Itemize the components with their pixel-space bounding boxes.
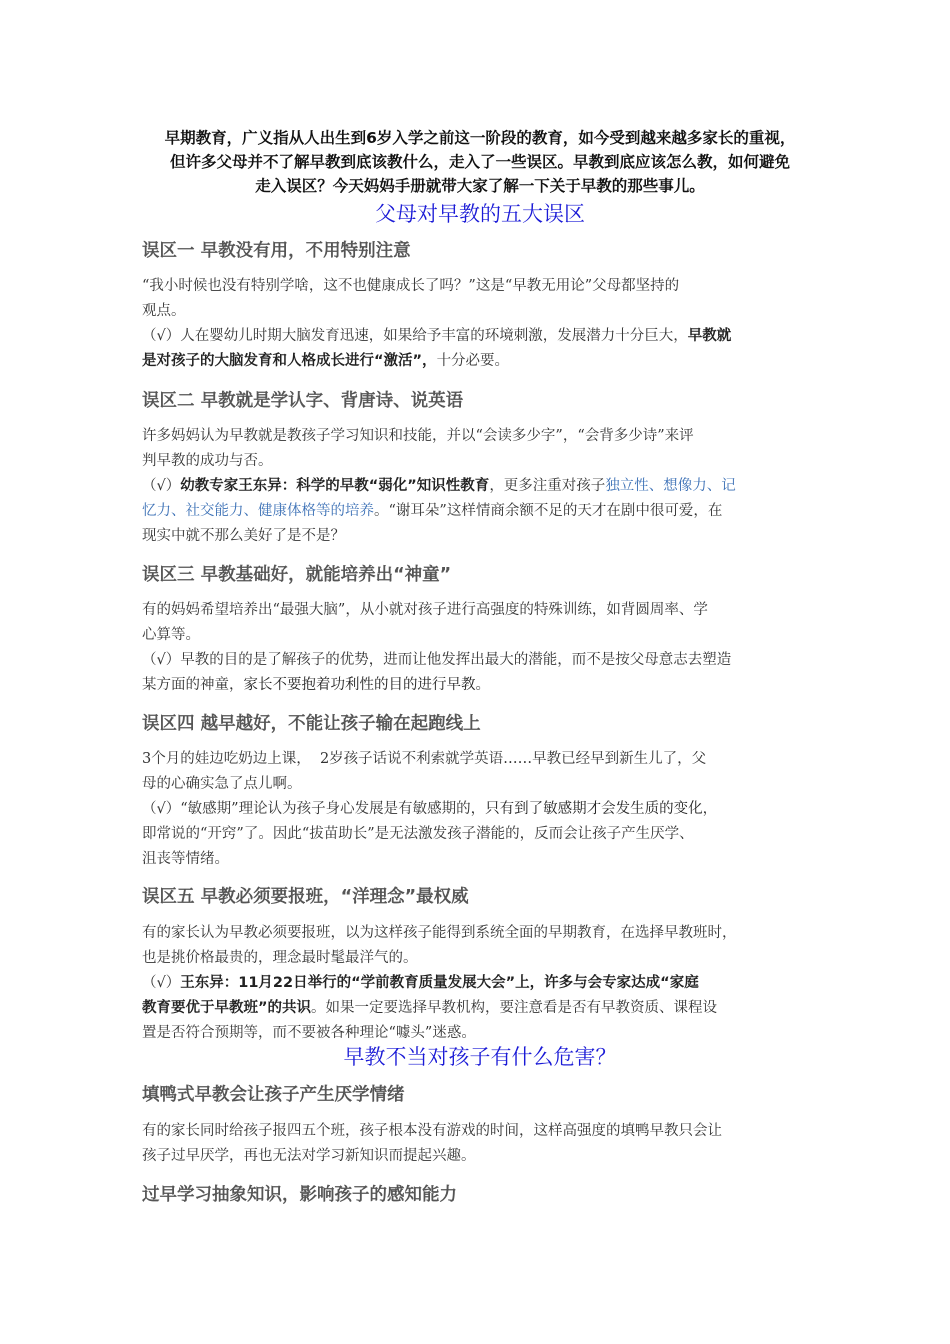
text-run: ，更多注重对孩子 (489, 478, 606, 494)
text-run: （√）“敏感期”理论认为孩子身心发展是有敏感期的， (142, 801, 486, 817)
text-line (142, 349, 812, 374)
myth-4-body (142, 747, 812, 872)
text-line (142, 971, 812, 996)
myth-3-heading: 误区三 早教基础好，就能培养出“神童” (142, 565, 452, 585)
text-line: 沮丧等情绪。 (142, 851, 229, 867)
myth-1-body (142, 274, 812, 374)
text-line (142, 474, 812, 499)
section-title-harms: 早教不当对孩子有什么危害？ (343, 1045, 617, 1069)
myth-5-body (142, 921, 812, 1046)
intro-paragraph (140, 126, 820, 198)
harm-2-heading: 过早学习抽象知识，影响孩子的感知能力 (142, 1185, 457, 1205)
text-line: 观点。 (142, 303, 186, 319)
text-run: 。“谢耳朵”这样情商余额不足的天才在剧中很可爱，在 (374, 503, 723, 519)
emphasis-run: 家长不要抱着功利性的目的进行早教 (243, 677, 476, 693)
text-line: 孩子过早厌学，再也无法对学习新知识而提起兴趣。 (142, 1148, 476, 1164)
text-line: 置是否符合预期等，而不要被各种理论“噱头”迷惑。 (142, 1025, 476, 1041)
myth-3-body (142, 598, 812, 698)
text-run: 。如果一定要选择早教机构，要注意看是否有早教资质、课程设 (311, 1000, 718, 1016)
section-title-myths: 父母对早教的五大误区 (375, 202, 585, 226)
text-line (142, 996, 812, 1021)
text-run: （√） (142, 975, 181, 991)
text-line (142, 797, 812, 822)
text-line: 现实中就不那么美好了是不是？ (142, 528, 345, 544)
text-line: （√）早教的目的是了解孩子的优势，进而让他发挥出最大的潜能，而不是按父母意志去塑造 (142, 652, 732, 668)
highlight-run: 忆力、社交能力、健康体格等的培养 (142, 503, 374, 519)
text-line: 心算等。 (142, 627, 200, 643)
text-line: 有的妈妈希望培养出“最强大脑”，从小就对孩子进行高强度的特殊训练，如背圆周率、学 (142, 602, 708, 618)
text-line: 母的心确实急了点儿啊。 (142, 776, 302, 792)
text-run: ， (702, 801, 718, 817)
text-run: 十分必要。 (436, 353, 510, 369)
bold-run: 教育要优于早教班”的共识 (142, 1000, 312, 1016)
myth-5-heading: 误区五 早教必须要报班，“洋理念”最权威 (142, 887, 469, 907)
bold-run: 早教就 (687, 328, 732, 344)
intro-line: 早期教育，广义指从人出生到6岁入学之前这一阶段的教育，如今受到越来越多家长的重视， (164, 129, 796, 147)
text-line: 即常说的“开窍”了。因此“拔苗助长”是无法激发孩子潜能的，反而会让孩子产生厌学、 (142, 826, 694, 842)
bold-run: 幼教专家王东异：科学的早教“弱化”知识性教育 (180, 478, 490, 494)
text-line: 有的家长同时给孩子报四五个班，孩子根本没有游戏的时间，这样高强度的填鸭早教只会让 (142, 1123, 722, 1139)
bold-run: 王东异：11月22日举行的“学前教育质量发展大会”上，许多与会专家达成“家庭 (180, 975, 699, 991)
text-line (142, 673, 812, 698)
bold-run: 是对孩子的大脑发育和人格成长进行“激活”， (142, 353, 437, 369)
text-run: （√） (142, 478, 181, 494)
myth-2-heading: 误区二 早教就是学认字、背唐诗、说英语 (142, 391, 464, 411)
myth-4-heading: 误区四 越早越好，不能让孩子输在起跑线上 (142, 714, 481, 734)
emphasis-run: 只有到了敏感期才会发生质的变化 (485, 801, 703, 817)
text-line (142, 499, 812, 524)
text-line: 有的家长认为早教必须要报班，以为这样孩子能得到系统全面的早期教育，在选择早教班时， (142, 925, 737, 941)
highlight-run: 独立性、想像力、记 (605, 478, 736, 494)
text-run: （√）人在婴幼儿时期大脑发育迅速，如果给予丰富的环境刺激，发展潜力十分巨大， (142, 328, 688, 344)
myth-2-body (142, 424, 812, 549)
text-line: 判早教的成功与否。 (142, 453, 273, 469)
myth-1-heading: 误区一 早教没有用，不用特别注意 (142, 241, 411, 261)
intro-line: 但许多父母并不了解早教到底该教什么，走入了一些误区。早教到底应该怎么教，如何避免 (169, 153, 790, 171)
text-line: 也是挑价格最贵的，理念最时髦最洋气的。 (142, 950, 418, 966)
text-line (142, 324, 812, 349)
intro-line: 走入误区？今天妈妈手册就带大家了解一下关于早教的那些事儿。 (255, 177, 705, 195)
text-line: “我小时候也没有特别学啥，这不也健康成长了吗？”这是“早教无用论”父母都坚持的 (142, 278, 680, 294)
text-line: 许多妈妈认为早教就是教孩子学习知识和技能，并以“会读多少字”，“会背多少诗”来评 (142, 428, 694, 444)
harm-1-body (142, 1119, 812, 1169)
text-run: 某方面的神童， (142, 677, 244, 693)
text-run: 。 (475, 677, 490, 693)
harm-1-heading: 填鸭式早教会让孩子产生厌学情绪 (142, 1085, 405, 1105)
text-line: 3个月的娃边吃奶边上课， 2岁孩子话说不利索就学英语……早教已经早到新生儿了，父 (142, 751, 707, 767)
